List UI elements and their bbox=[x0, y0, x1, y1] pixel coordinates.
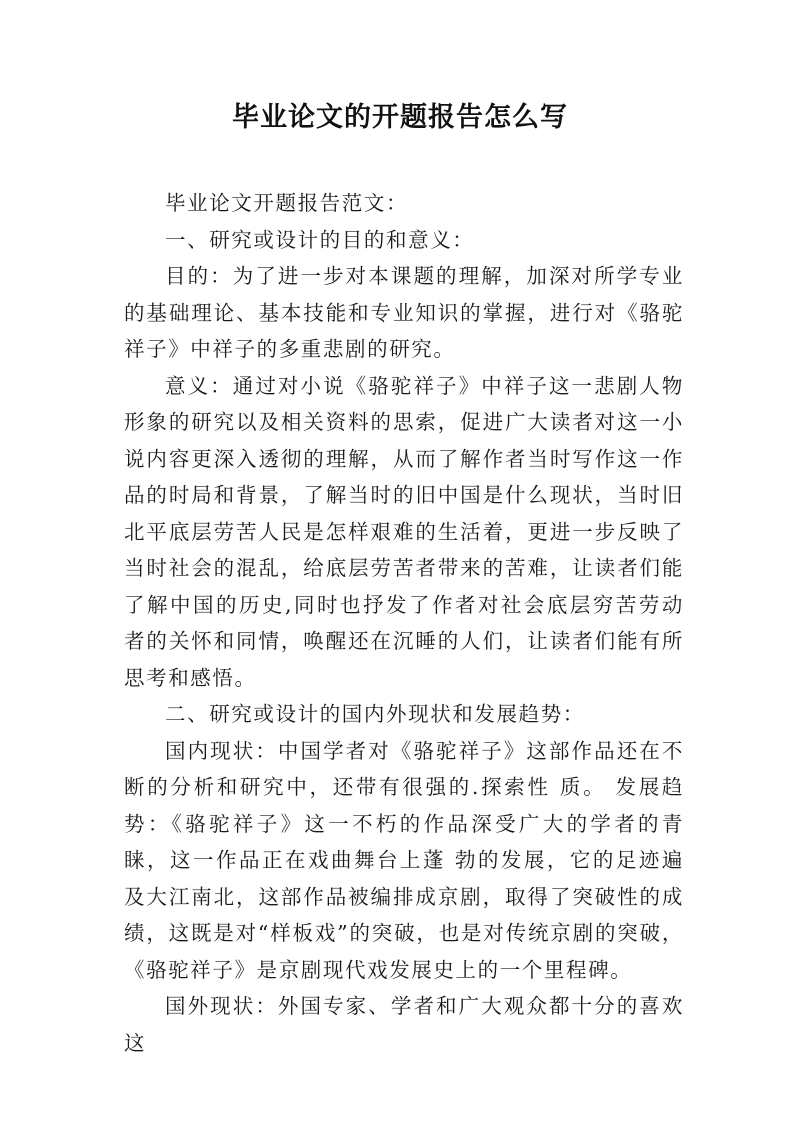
paragraph-foreign-status: 国外现状：外国专家、学者和广大观众都十分的喜欢这 bbox=[124, 994, 684, 1055]
document-title: 毕业论文的开题报告怎么写 bbox=[232, 102, 568, 133]
paragraph-significance: 意义：通过对小说《骆驼祥子》中祥子这一悲剧人物形象的研究以及相关资料的思索，促进广大读者对这一小说内容更深入透彻的理解，从而了解作者当时写作这一作品的时局和背景，了解当时的旧中国是什么现状，当时旧北平底层劳苦人民是怎样艰难的生活着，更进一步反映了当时社会的混乱，给底层劳苦者带来的苦难，让读者们能了解中国的历史,同时也抒发了作者对社会底层穷苦劳动者的关怀和同情，唤醒还在沉睡的人们，让读者们能有所思考和感悟。 bbox=[124, 373, 684, 690]
paragraph-intro: 毕业论文开题报告范文： bbox=[165, 191, 409, 215]
document-body bbox=[124, 185, 684, 1061]
section-heading-status: 二、研究或设计的国内外现状和发展趋势： bbox=[165, 702, 585, 726]
paragraph-purpose: 目的：为了进一步对本课题的理解，加深对所学专业的基础理论、基本技能和专业知识的掌握，进行对《骆驼祥子》中祥子的多重悲剧的研究。 bbox=[124, 264, 684, 361]
paragraph-domestic-status: 国内现状：中国学者对《骆驼祥子》这部作品还在不断的分析和研究中，还带有很强的.探索性 质。 发展趋势：《骆驼祥子》这一不朽的作品深受广大的学者的青睐，这一作品正在戏曲舞台上蓬 勃的发展，它的足迹遍及大江南北，这部作品被编排成京剧，取得了突破性的成绩，这既是对“样板戏”的突破，也是对传统京剧的突破，《骆驼祥子》是京剧现代戏发展史上的一个里程碑。 bbox=[124, 738, 684, 982]
section-heading-purpose: 一、研究或设计的目的和意义： bbox=[165, 227, 475, 252]
